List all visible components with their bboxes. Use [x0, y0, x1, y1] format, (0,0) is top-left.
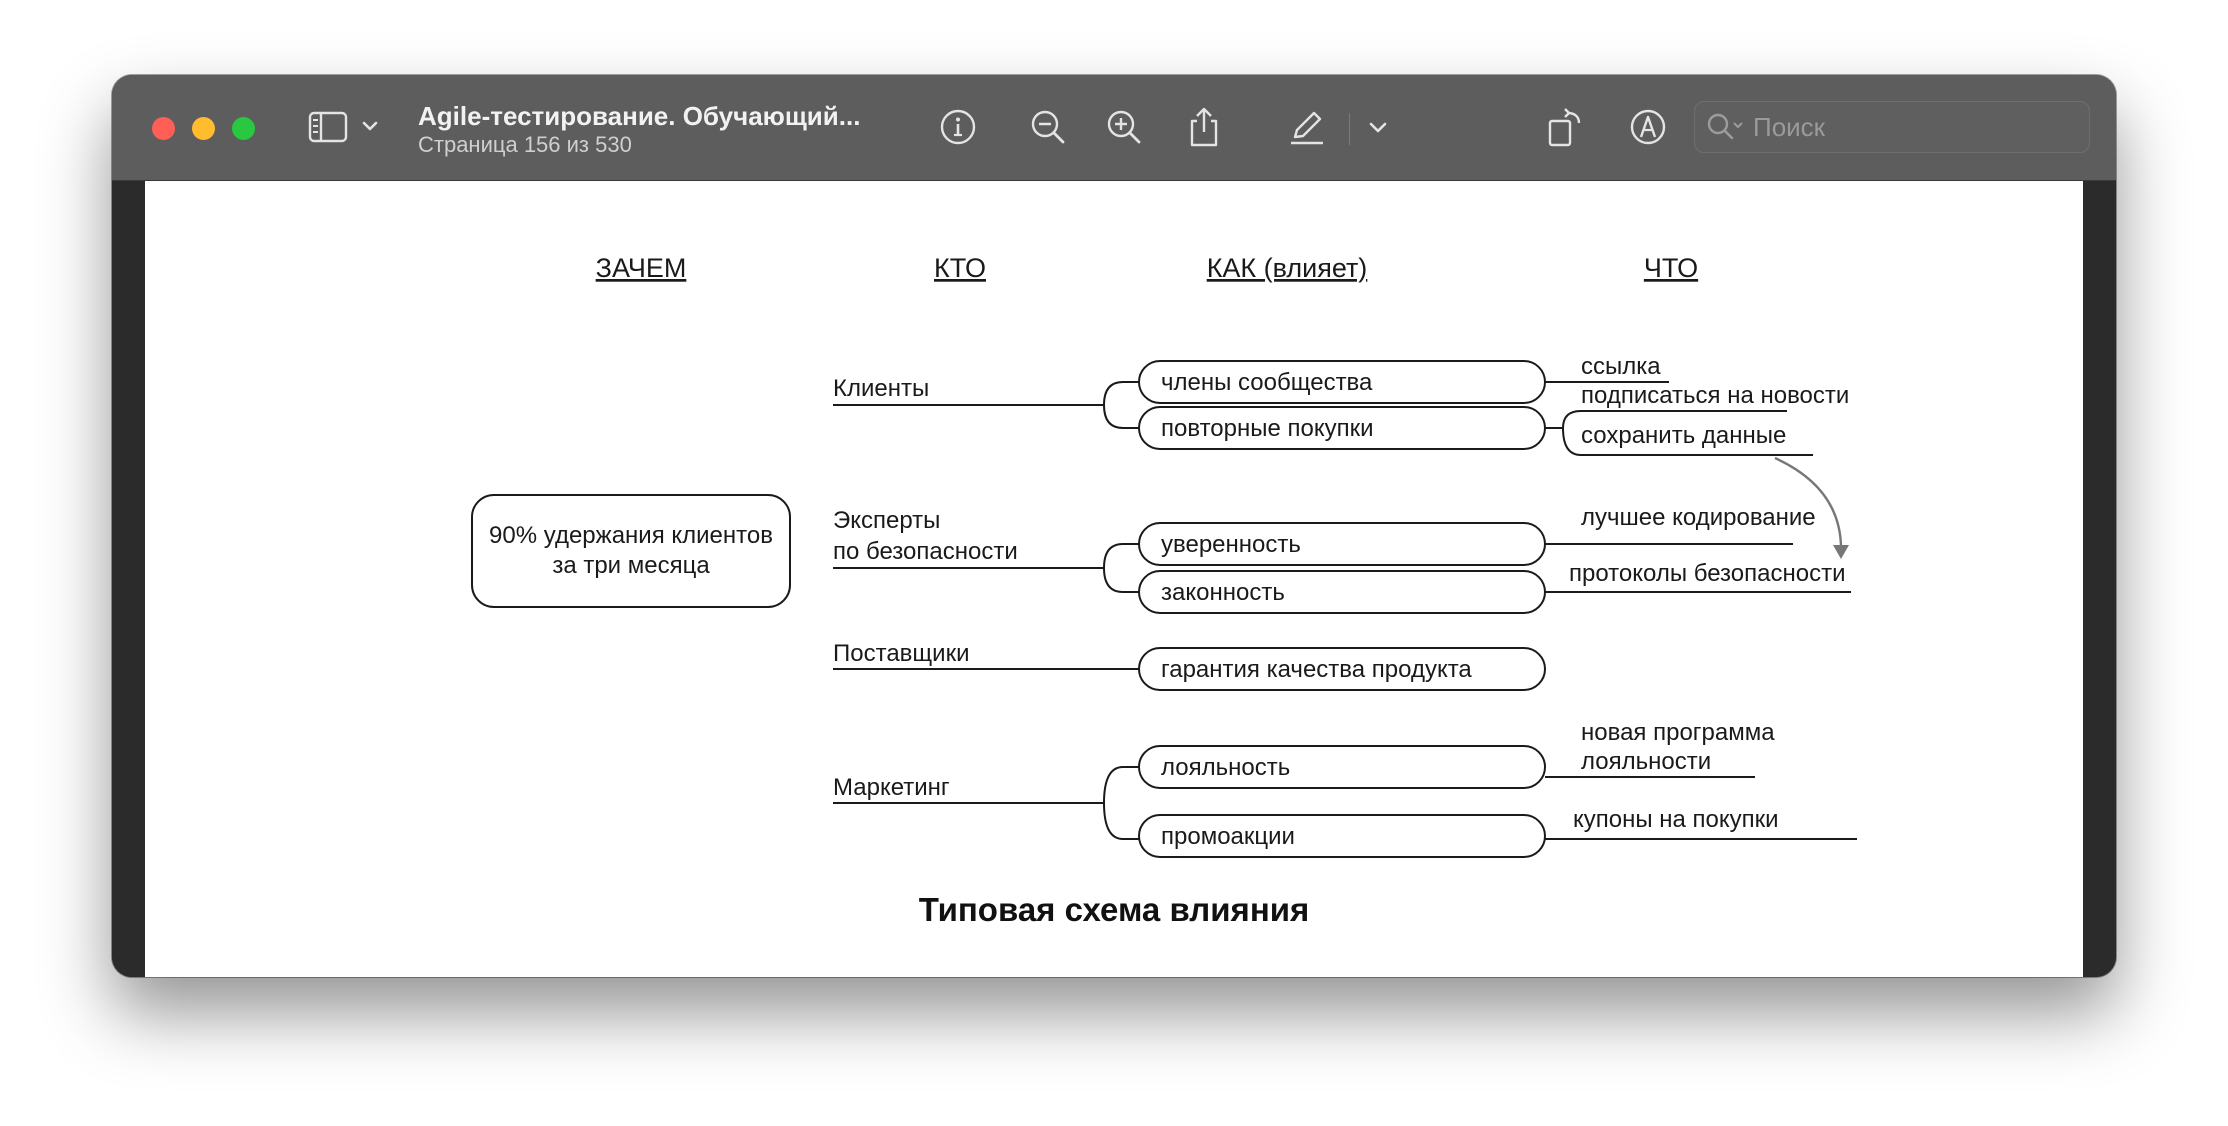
- maximize-button[interactable]: [232, 117, 255, 140]
- search-icon: [1705, 111, 1747, 143]
- info-icon: [938, 107, 978, 147]
- toolbar: [112, 75, 2116, 181]
- impact-confidence: уверенность: [1161, 531, 1301, 558]
- info-button[interactable]: [933, 102, 983, 152]
- deliverable-coupons: купоны на покупки: [1573, 806, 1779, 833]
- pdf-page: [145, 181, 2083, 977]
- markup-icon: [1628, 107, 1668, 147]
- actor-marketing: Маркетинг: [833, 774, 950, 801]
- share-icon: [1184, 105, 1224, 149]
- minimize-button[interactable]: [192, 117, 215, 140]
- deliverable-subscribe: подписаться на новости: [1581, 382, 1850, 409]
- actor-clients: Клиенты: [833, 375, 930, 402]
- goal-line-1: 90% удержания клиентов: [489, 522, 773, 549]
- header-who: КТО: [933, 253, 987, 283]
- page-indicator: Страница 156 из 530: [418, 132, 632, 157]
- deliverable-protocols: протоколы безопасности: [1569, 560, 1846, 587]
- impact-promo: промоакции: [1161, 823, 1295, 850]
- toolbar-separator: [1349, 113, 1350, 145]
- zoom-in-button[interactable]: [1099, 102, 1149, 152]
- highlight-options-button[interactable]: [1358, 102, 1398, 152]
- diagram-caption: Типовая схема влияния: [918, 891, 1310, 928]
- header-why: ЗАЧЕМ: [595, 253, 687, 283]
- actor-experts-1: Эксперты: [833, 507, 941, 534]
- markup-button[interactable]: [1623, 102, 1673, 152]
- deliverable-coding: лучшее кодирование: [1581, 504, 1816, 531]
- highlight-button[interactable]: [1282, 102, 1332, 152]
- actor-experts-2: по безопасности: [833, 538, 1018, 565]
- header-what: ЧТО: [1643, 253, 1699, 283]
- rotate-icon: [1544, 105, 1588, 149]
- sidebar-toggle-button[interactable]: [308, 102, 382, 152]
- zoom-out-icon: [1028, 107, 1068, 147]
- deliverable-save: сохранить данные: [1581, 422, 1787, 449]
- impact-loyalty: лояльность: [1161, 754, 1291, 781]
- search-input[interactable]: [1747, 112, 2089, 143]
- zoom-out-button[interactable]: [1023, 102, 1073, 152]
- impact-quality: гарантия качества продукта: [1161, 656, 1472, 683]
- preview-window: [112, 75, 2116, 977]
- deliverable-program-1: новая программа: [1581, 719, 1775, 746]
- zoom-in-icon: [1104, 107, 1144, 147]
- deliverable-program-2: лояльности: [1581, 748, 1712, 775]
- share-button[interactable]: [1179, 102, 1229, 152]
- document-view[interactable]: [112, 181, 2116, 977]
- search-field[interactable]: [1694, 101, 2090, 153]
- impact-community: члены сообщества: [1161, 369, 1373, 396]
- sidebar-icon: [308, 107, 382, 147]
- deliverable-link: ссылка: [1581, 353, 1661, 380]
- goal-line-2: за три месяца: [552, 552, 710, 579]
- header-how: КАК (влияет): [1206, 253, 1368, 283]
- impact-legality: законность: [1161, 579, 1285, 606]
- impact-map-diagram: [145, 181, 2083, 977]
- impact-repeat: повторные покупки: [1161, 415, 1374, 442]
- highlighter-icon: [1285, 107, 1329, 147]
- goal-box: [472, 495, 790, 607]
- rotate-button[interactable]: [1541, 102, 1591, 152]
- close-button[interactable]: [152, 117, 175, 140]
- actor-suppliers: Поставщики: [833, 640, 970, 667]
- document-title: Agile-тестирование. Обучающий...: [418, 101, 861, 131]
- chevron-down-icon: [1366, 117, 1390, 137]
- chevron-down-icon: [364, 123, 376, 129]
